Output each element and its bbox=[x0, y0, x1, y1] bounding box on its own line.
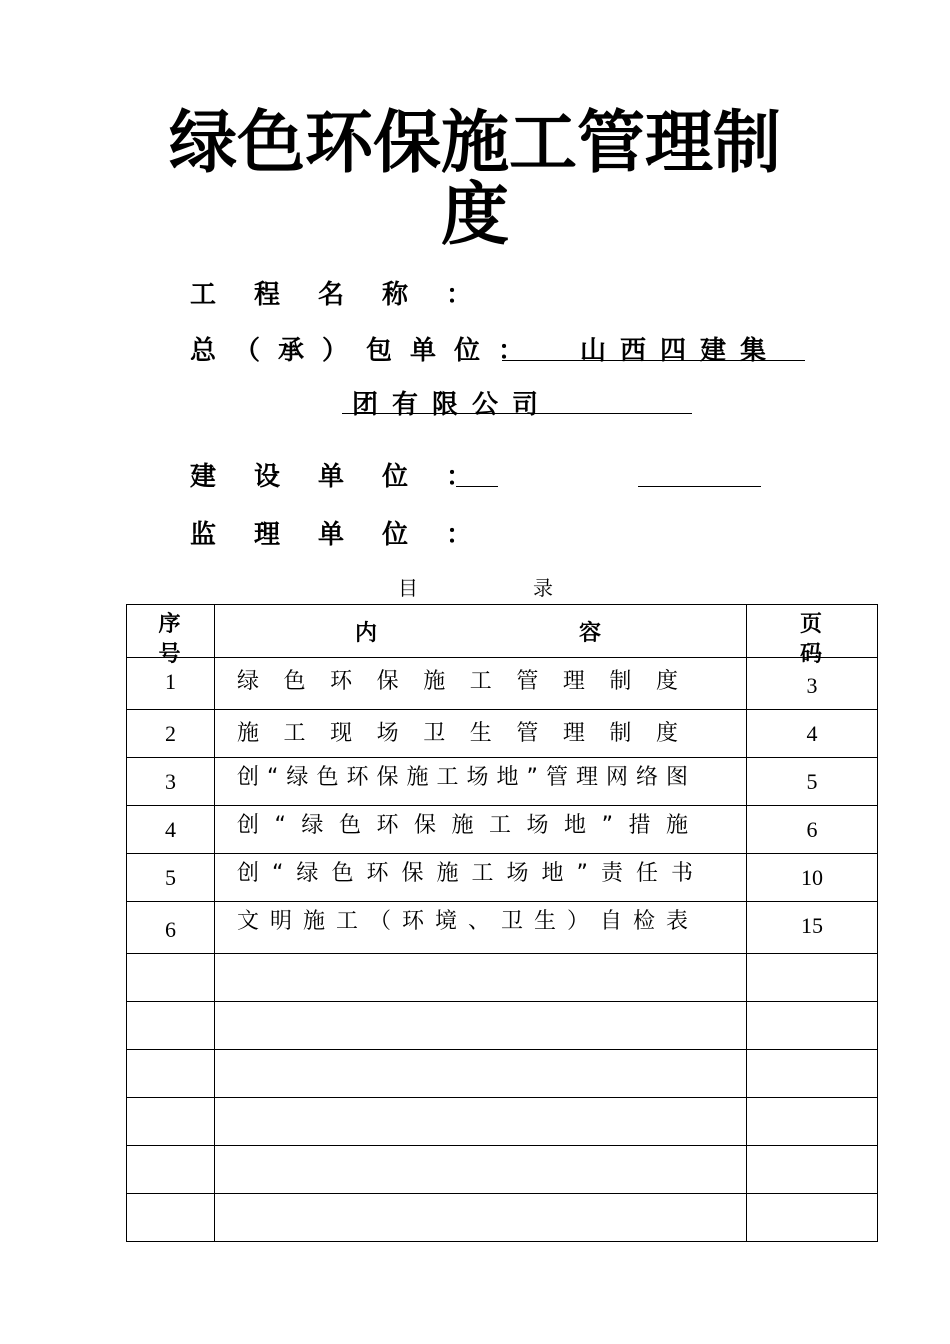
toc-header-no: 序号 bbox=[158, 612, 181, 667]
table-row bbox=[127, 758, 878, 806]
table-row bbox=[127, 806, 878, 854]
toc-header-page: 页码 bbox=[800, 612, 823, 667]
builder-underline-2 bbox=[638, 486, 761, 487]
toc-row-no: 1 bbox=[165, 669, 176, 694]
table-row-empty bbox=[127, 1002, 878, 1050]
table-row bbox=[127, 902, 878, 954]
project-name-label: 工程名称： bbox=[190, 280, 511, 310]
toc-header-content-left: 内 bbox=[355, 621, 378, 646]
toc-header-content-cell bbox=[215, 605, 747, 658]
table-row-empty bbox=[127, 954, 878, 1002]
toc-row-page: 6 bbox=[806, 817, 818, 842]
toc-row-page: 10 bbox=[801, 865, 823, 890]
table-row bbox=[127, 658, 878, 710]
toc-header-row bbox=[127, 605, 878, 658]
toc-header-page-cell bbox=[747, 605, 878, 667]
toc-row-content: 创“绿色环保施工场地”管理网络图 bbox=[237, 765, 692, 790]
toc-header-no-cell bbox=[127, 605, 215, 667]
toc-row-content: 创“绿色环保施工场地”责任书 bbox=[237, 861, 697, 886]
toc-row-content: 创“绿色环保施工场地”措施 bbox=[237, 813, 692, 838]
toc-row-no: 3 bbox=[165, 769, 176, 794]
supervisor-label: 监理单位： bbox=[190, 520, 511, 550]
toc-row-no: 6 bbox=[165, 917, 176, 942]
toc-row-content: 绿色环保施工管理制度 bbox=[237, 669, 682, 694]
toc-caption-right: 录 bbox=[533, 576, 553, 600]
toc-row-content: 文明施工（环境、卫生）自检表 bbox=[237, 909, 692, 934]
toc-row-no: 2 bbox=[165, 721, 176, 746]
toc-row-no: 4 bbox=[165, 817, 176, 842]
contractor-value-line2: 团有限公司 bbox=[352, 390, 553, 420]
builder-label: 建设单位： bbox=[190, 462, 511, 492]
table-row-empty bbox=[127, 1194, 878, 1242]
toc-table bbox=[126, 604, 878, 1242]
table-row-empty bbox=[127, 1146, 878, 1194]
toc-row-page: 5 bbox=[806, 769, 818, 794]
table-row-empty bbox=[127, 1050, 878, 1098]
toc-row-page: 15 bbox=[801, 913, 823, 938]
contractor-value-line1: 山西四建集 bbox=[580, 336, 781, 366]
document-title: 绿色环保施工管理制度 bbox=[168, 104, 781, 255]
contractor-label: 总（承）包单位： bbox=[190, 336, 543, 366]
builder-underline-1 bbox=[456, 486, 498, 487]
toc-header-content-right: 容 bbox=[579, 621, 602, 646]
toc-row-content: 施工现场卫生管理制度 bbox=[237, 721, 682, 746]
table-row-empty bbox=[127, 1098, 878, 1146]
toc-row-page: 3 bbox=[806, 673, 818, 698]
table-row bbox=[127, 710, 878, 758]
toc-row-no: 5 bbox=[165, 865, 176, 890]
toc-caption-left: 目 bbox=[398, 576, 418, 600]
table-row bbox=[127, 854, 878, 902]
toc-row-page: 4 bbox=[806, 721, 818, 746]
